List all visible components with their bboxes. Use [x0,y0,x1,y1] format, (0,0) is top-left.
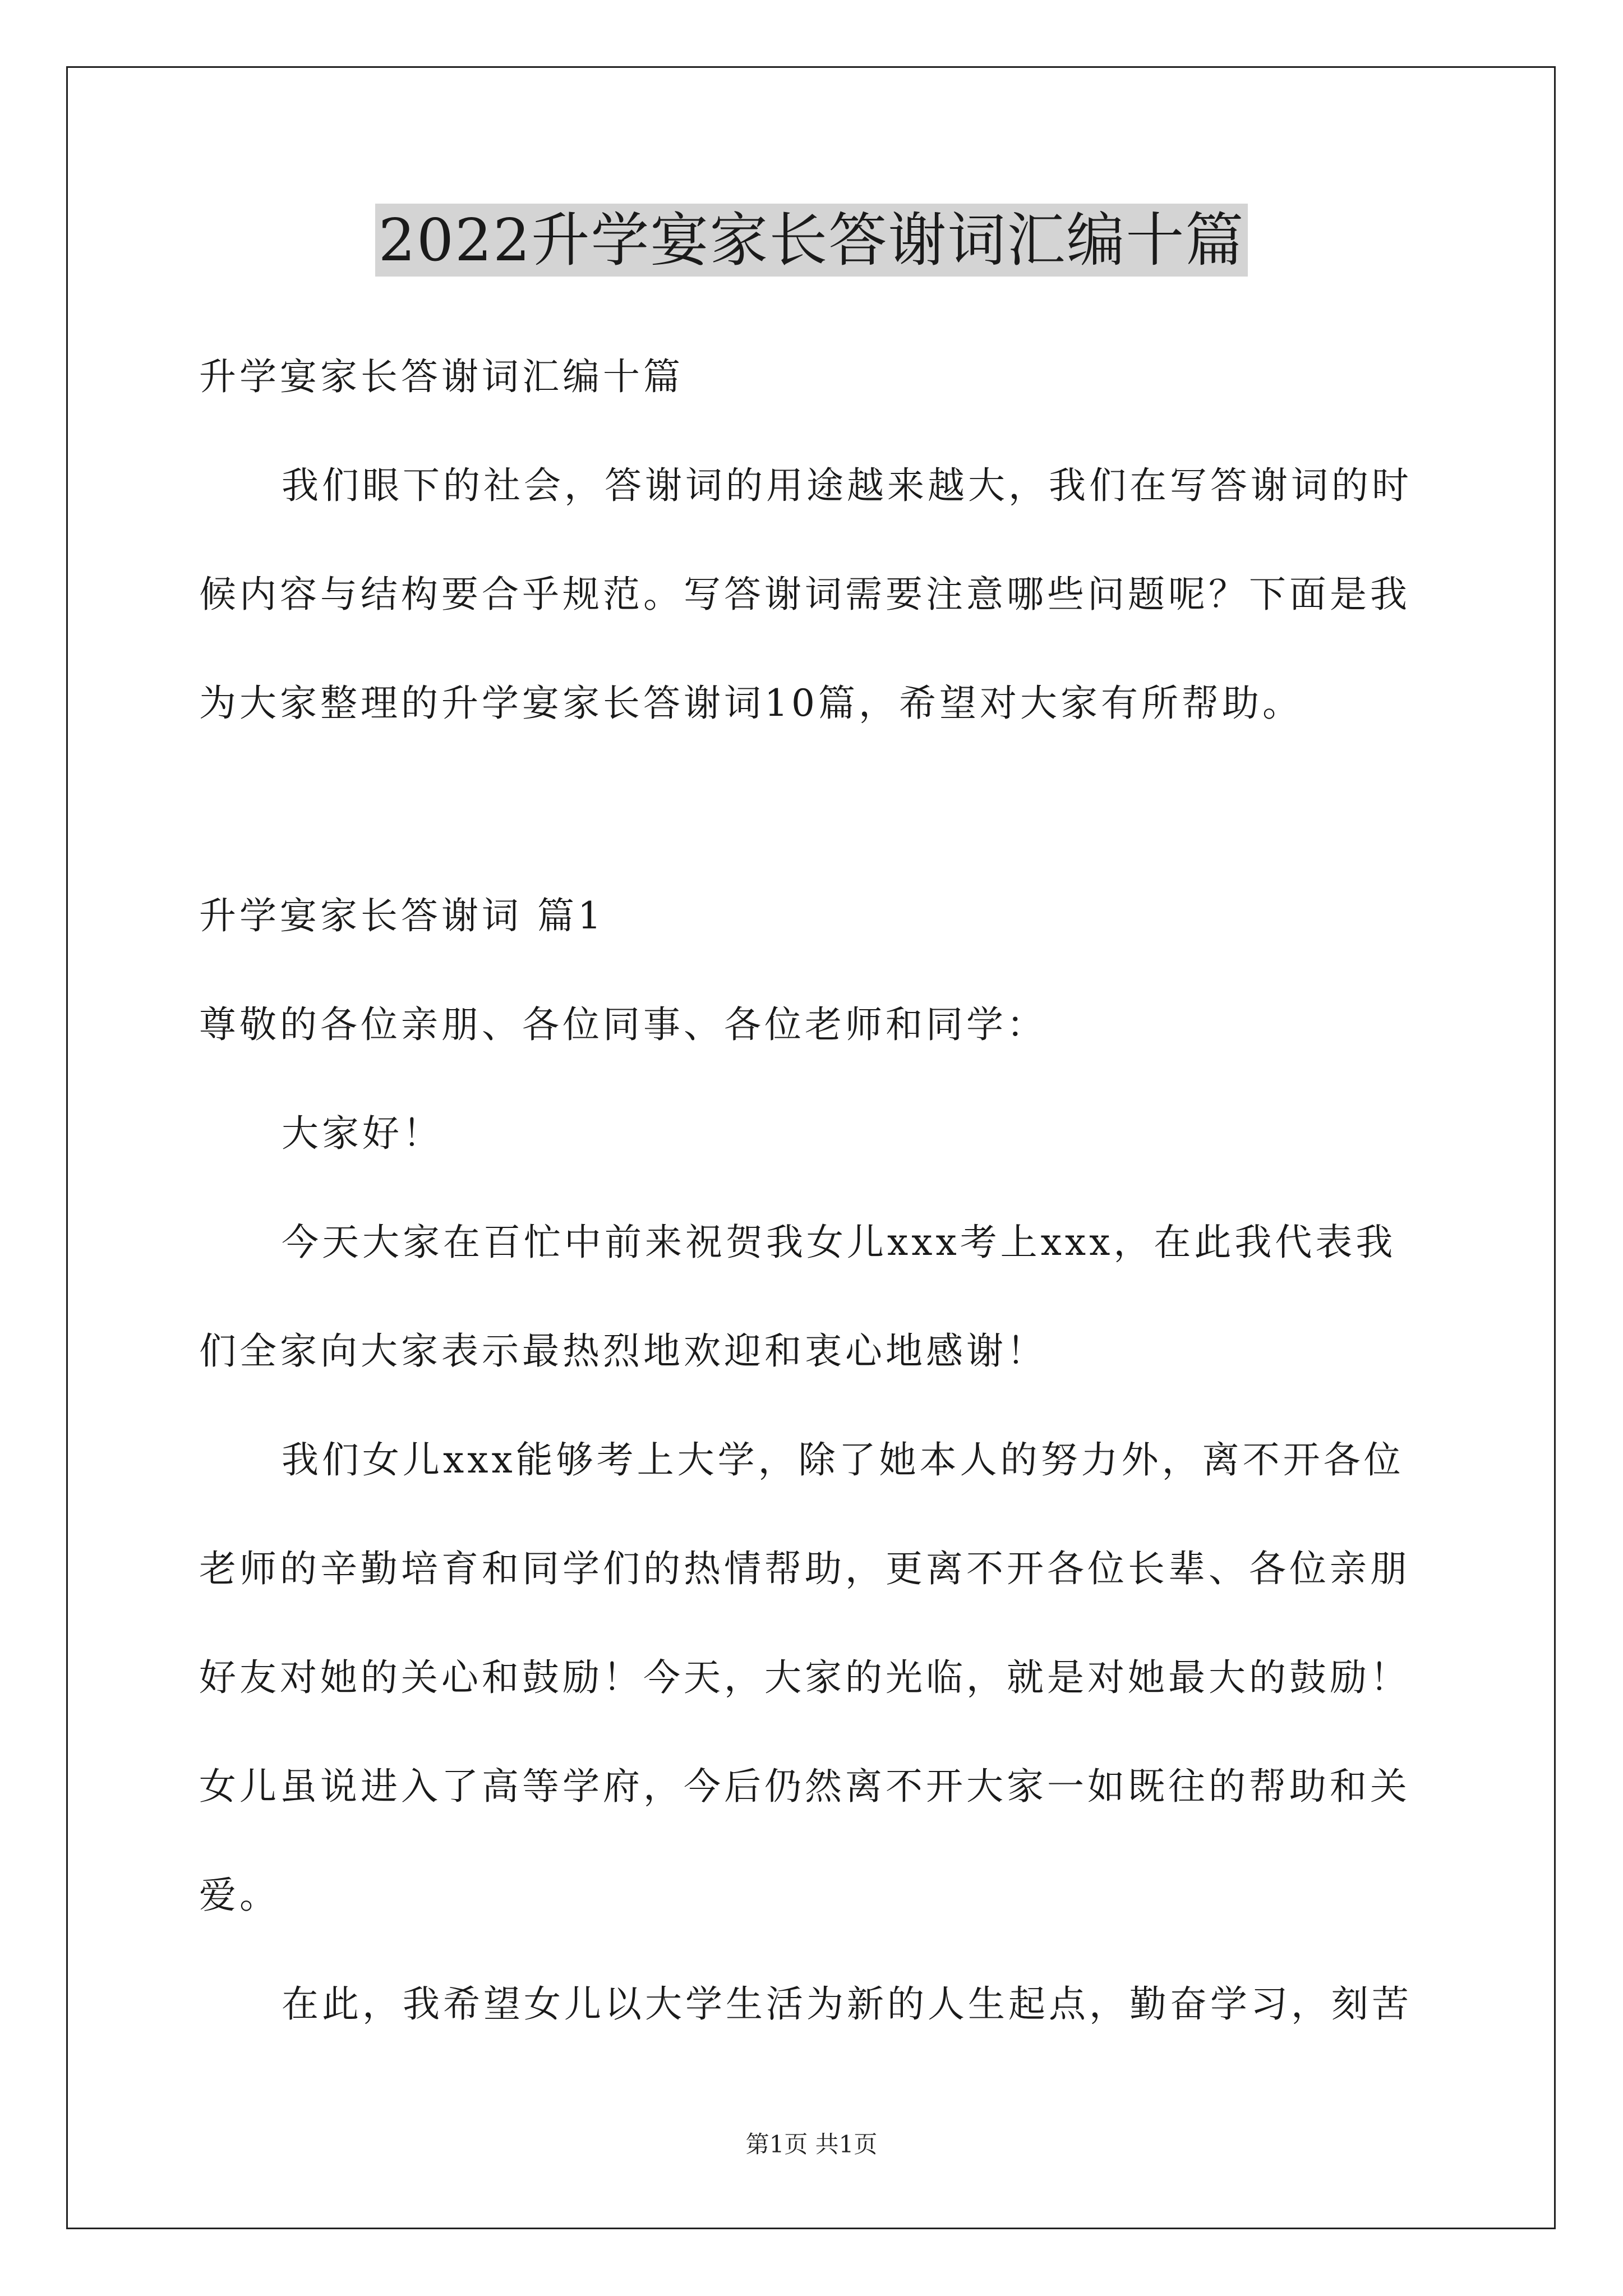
paragraph-2-line-3: 好友对她的关心和鼓励！今天，大家的光临，就是对她最大的鼓励！ [199,1656,1410,1699]
paragraph-2-line-2: 老师的辛勤培育和同学们的热情帮助，更离不开各位长辈、各位亲朋 [199,1547,1410,1590]
paragraph-2-line-4: 女儿虽说进入了高等学府，今后仍然离不开大家一如既往的帮助和关 [199,1765,1410,1808]
paragraph-1-line-2: 们全家向大家表示最热烈地欢迎和衷心地感谢！ [199,1329,1047,1373]
intro-line-3: 为大家整理的升学宴家长答谢词10篇，希望对大家有所帮助。 [199,682,1303,725]
greeting: 大家好！ [282,1112,443,1155]
salutation: 尊敬的各位亲朋、各位同事、各位老师和同学： [199,1003,1047,1046]
document-subtitle: 升学宴家长答谢词汇编十篇 [199,355,684,398]
paragraph-1-line-1: 今天大家在百忙中前来祝贺我女儿xxx考上xxx，在此我代表我 [282,1221,1396,1264]
paragraph-2-line-1: 我们女儿xxx能够考上大学，除了她本人的努力外，离不开各位 [282,1438,1404,1481]
intro-line-1: 我们眼下的社会，答谢词的用途越来越大，我们在写答谢词的时 [282,464,1412,507]
paragraph-2-line-5: 爱。 [199,1874,280,1917]
document-title [0,201,1623,279]
intro-line-2: 候内容与结构要合乎规范。写答谢词需要注意哪些问题呢？下面是我 [199,573,1410,616]
paragraph-3-line-1: 在此，我希望女儿以大学生活为新的人生起点，勤奋学习，刻苦 [282,1982,1412,2026]
section-heading: 升学宴家长答谢词 篇1 [199,894,605,937]
document-title-text: 2022升学宴家长答谢词汇编十篇 [375,204,1248,277]
page-footer: 第1页 共1页 [745,2131,878,2158]
